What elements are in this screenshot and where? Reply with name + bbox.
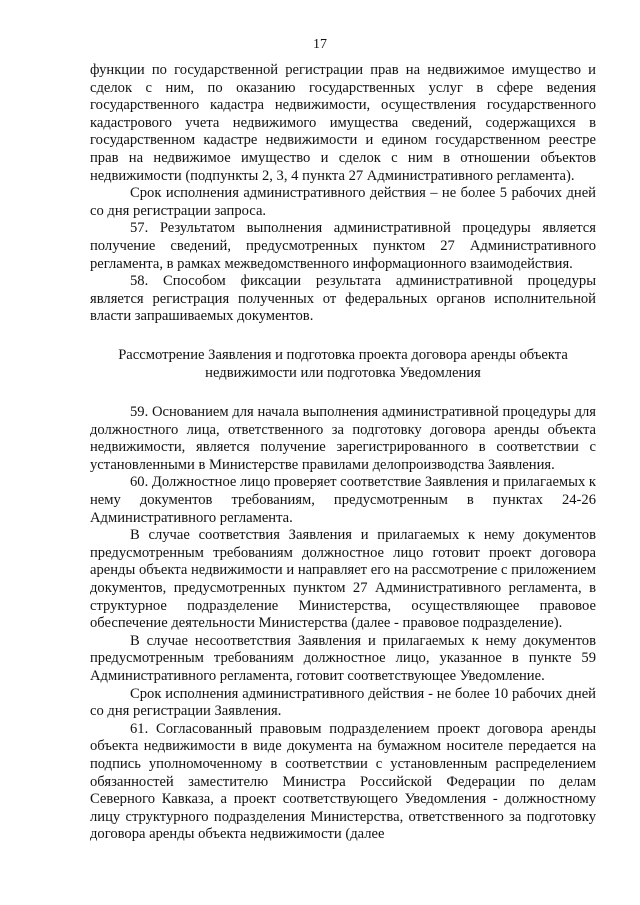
- paragraph-noncompliance-case: В случае несоответствия Заявления и прилагаемых к нему документов предусмотренным требованиям должностное лицо, указанное в пункте 59 Административного регламента, готовит соответствующее Уведомление.: [90, 632, 596, 684]
- paragraph-continued: функции по государственной регистрации прав на недвижимое имущество и сделок с ним, по оказанию государственных услуг в сфере ведения государственного кадастра недвижимости, осуществления государственного кадастрового учета недвижимого имущества сведений, содержащихся в государственном кадастре недвижимости и едином государственном реестре прав на недвижимое имущество и сделок с ним в отношении объектов недвижимости (подпункты 2, 3, 4 пункта 27 Административного регламента).: [90, 62, 596, 184]
- paragraph-deadline-10-days: Срок исполнения административного действия - не более 10 рабочих дней со дня регистрации Заявления.: [90, 685, 596, 720]
- paragraph-57: 57. Результатом выполнения административной процедуры является получение сведений, предусмотренных пунктом 27 Административного регламента, в рамках межведомственного информационного взаимодействия.: [90, 220, 596, 272]
- paragraph-59: 59. Основанием для начала выполнения административной процедуры для должностного лица, ответственного за подготовку договора аренды объекта недвижимости, является получение зарегистрированного в соответствии с установленными в Министерстве правилами делопроизводства Заявления.: [90, 404, 596, 473]
- paragraph-58: 58. Способом фиксации результата административной процедуры является регистрация полученных от федеральных органов исполнительной власти запрашиваемых документов.: [90, 273, 596, 325]
- paragraph-compliance-case: В случае соответствия Заявления и прилагаемых к нему документов предусмотренным требованиям должностное лицо готовит проект договора аренды объекта недвижимости и направляет его на рассмотрение с приложением документов, предусмотренных пунктом 27 Административного регламента, в структурное подразделение Министерства, осуществляющее правовое обеспечение деятельности Министерства (далее - правовое подразделение).: [90, 527, 596, 632]
- paragraph-61: 61. Согласованный правовым подразделением проект договора аренды объекта недвижимости в виде документа на бумажном носителе передается на подпись уполномоченному в соответствии с установленным распределением обязанностей заместителю Министра Российской Федерации по делам Северного Кавказа, а проект соответствующего Уведомления - должностному лицу структурного подразделения Министерства, ответственного за подготовку договора аренды объекта недвижимости (далее: [90, 720, 596, 843]
- paragraph-60: 60. Должностное лицо проверяет соответствие Заявления и прилагаемых к нему документов требованиям, предусмотренным в пунктах 24-26 Административного регламента.: [90, 474, 596, 526]
- document-body: [90, 62, 596, 844]
- section-heading: Рассмотрение Заявления и подготовка проекта договора аренды объекта недвижимости или подготовка Уведомления: [118, 346, 568, 381]
- page-number: 17: [313, 37, 327, 52]
- paragraph-deadline-5-days: Срок исполнения административного действия – не более 5 рабочих дней со дня регистрации запроса.: [90, 185, 596, 219]
